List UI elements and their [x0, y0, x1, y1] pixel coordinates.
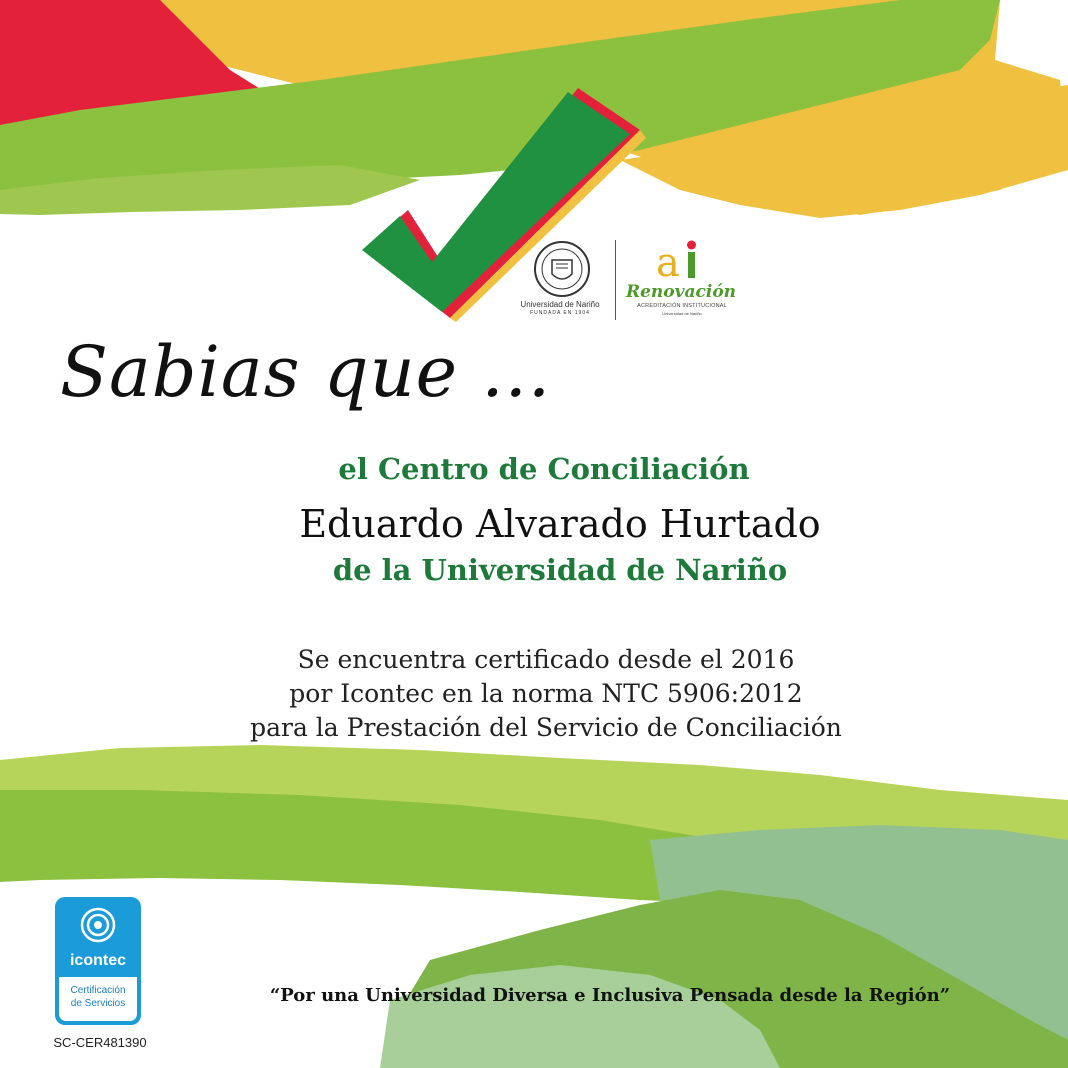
center-name: Eduardo Alvarado Hurtado — [299, 502, 821, 546]
icontec-target-icon — [80, 907, 116, 943]
acreditacion-sub: Universidad de Nariño — [662, 311, 702, 316]
icontec-word: icontec — [69, 952, 126, 969]
icontec-cert-panel — [59, 977, 137, 1021]
acreditacion-label: ACREDITACIÓN INSTITUCIONAL — [637, 303, 727, 309]
body-line-3: para la Prestación del Servicio de Conciliación — [250, 713, 842, 742]
cert-line-1: Certificación — [70, 985, 126, 996]
renovacion-label: Renovación — [625, 282, 737, 302]
university-seal-icon — [533, 240, 591, 298]
intro-line-3: de la Universidad de Nariño — [332, 553, 788, 587]
intro-line-1: el Centro de Conciliación — [338, 452, 750, 486]
university-founded: FUNDADA EN 1904 — [530, 310, 590, 316]
logo-divider — [615, 240, 616, 320]
cert-line-2: de Servicios — [70, 998, 126, 1009]
headline: Sabias que ... — [60, 331, 552, 413]
logos-block — [505, 230, 745, 325]
body-line-1: Se encuentra certificado desde el 2016 — [297, 645, 795, 674]
university-name: Universidad de Nariño — [520, 300, 600, 309]
ai-accreditation-logo-icon — [652, 238, 712, 283]
icontec-badge — [55, 897, 141, 1025]
certificate-code: SC-CER481390 — [53, 1035, 147, 1050]
slogan: “Por una Universidad Diversa e Inclusiva Pensada desde la Región” — [269, 985, 951, 1006]
body-line-2: por Icontec en la norma NTC 5906:2012 — [289, 679, 803, 708]
svg-text:a: a — [656, 240, 680, 283]
